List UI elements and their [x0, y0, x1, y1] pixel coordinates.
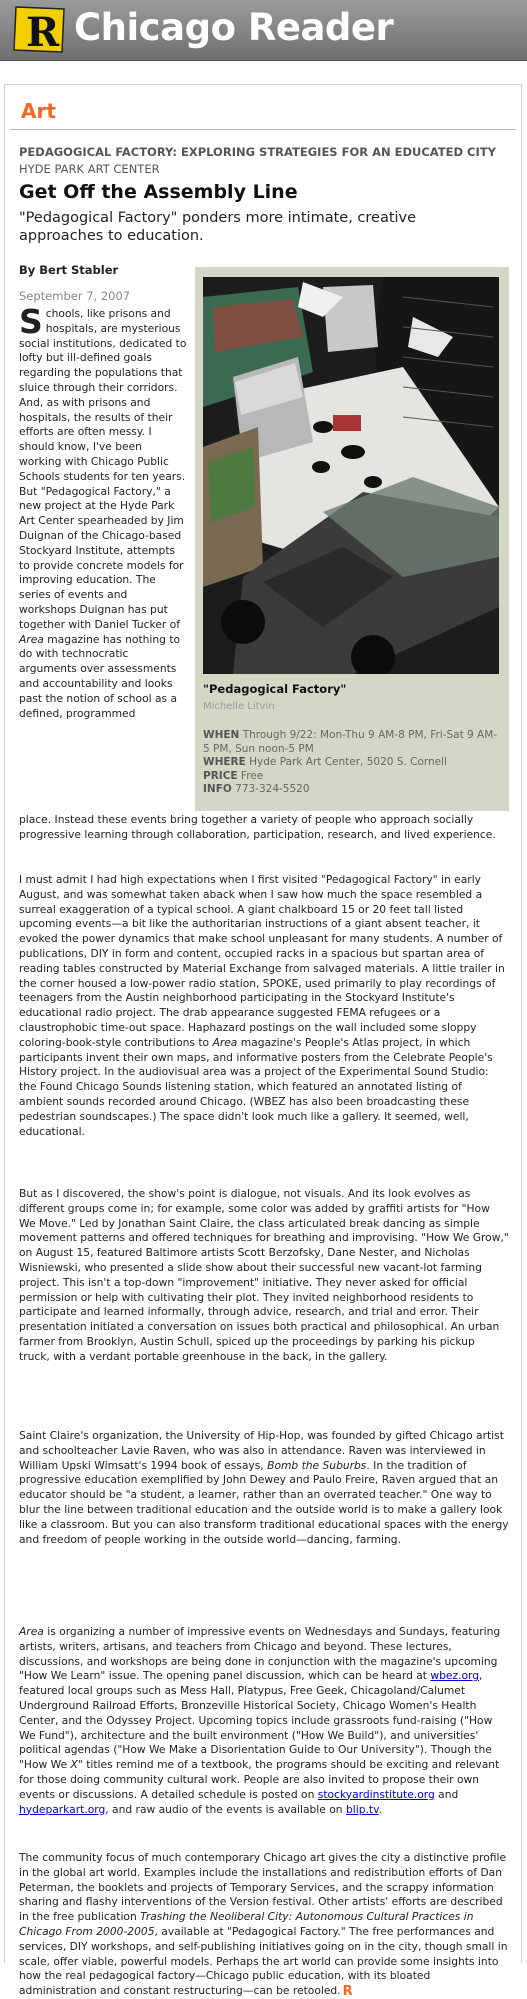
when-value: Through 9/22: Mon-Thu 9 AM-8 PM, Fri-Sat 9 AM-5 PM, Sun noon-5 PM: [203, 729, 498, 755]
event-sidebar: [195, 267, 509, 811]
article-page: [4, 84, 522, 1999]
section-label[interactable]: Art: [21, 99, 56, 123]
where-row: [203, 756, 501, 770]
photo-credit: Michelle Litvin: [203, 701, 275, 712]
drop-cap: S: [19, 302, 43, 341]
photo-caption: "Pedagogical Factory": [203, 682, 347, 696]
price-row: [203, 770, 501, 784]
venue-label: HYDE PARK ART CENTER: [19, 162, 160, 176]
paragraph-5-text-4: , and raw audio of the events is available on: [105, 1802, 346, 1816]
lead-text-tail: magazine has nothing to do with technocratic arguments over assessments and accountability and looks past the notion of school as a defined, programmed: [19, 632, 181, 720]
wbez-link[interactable]: wbez.org: [430, 1669, 480, 1683]
paragraph-5: [19, 1625, 509, 1817]
masthead: [0, 0, 527, 61]
magazine-name: Area: [212, 1035, 238, 1049]
logo-letter: R: [26, 9, 60, 56]
exhibit-photo: [203, 277, 499, 674]
paragraph-6-tail: , available at "Pedagogical Factory." The free performances and services, DIY workshops, and self-publishing initiatives going on in the city, though small in scale, offer viable, powerful models. Perhaps the art world can provide some insights into how the real pedagogical factory—Chicago public education, with its bloated administration and constant restructuring—can be retooled.: [19, 1924, 508, 1998]
when-row: [203, 729, 501, 756]
divider: [10, 129, 516, 130]
end-mark-icon: R: [342, 1984, 353, 1999]
price-value: Free: [240, 769, 264, 782]
paragraph-2: [19, 873, 509, 1139]
paragraph-2-text: I must admit I had high expectations when I first visited "Pedagogical Factory" in early August, and was somewhat taken aback when I saw how much the space resembled a surreal exaggeration of a typical school. A giant chalkboard 15 or 20 feet tall listed upcoming events—a bit like the authoritarian instructions of a giant absent teacher, it evoked the power dynamics that make school unpleasant for many students. A number of publications, DIY in form and content, occupied racks in a spacious but spartan area of reading tables constructed by Material Exchange from salvaged materials. A little trailer in the corner housed a low-power radio station, SPOKE, used primarily to play recordings of teenagers from the Austin neighborhood participating in the Stockyard Institute's educational radio project. The drab appearance suggested FEMA refugees or a claustrophobic time-out space. Haphazard postings on the wall included some sloppy coloring-book-style contributions to: [19, 873, 505, 1049]
byline: By Bert Stabler: [19, 263, 119, 277]
paragraph-2-tail: magazine's People's Atlas project, in which participants invent their own maps, and informative posters from the Celebrate People's History project. In the audiovisual area was a project of the Experimental Sound Studio: the Found Chicago Sounds listening station, which featured an annotated listing of ambient sounds recorded around Chicago. (WBEZ has also been broadcasting these pedestrian soundscapes.) The space didn't look much like a gallery. It seemed, well, educational.: [19, 1035, 493, 1138]
info-value: 773-324-5520: [235, 783, 310, 795]
info-row: [203, 783, 501, 797]
dek: "Pedagogical Factory" ponders more intimate, creative approaches to education.: [19, 210, 417, 244]
where-label: WHERE: [203, 756, 246, 768]
event-kicker: PEDAGOGICAL FACTORY: EXPLORING STRATEGIES FOR AN EDUCATED CITY: [19, 145, 496, 159]
paragraph-5-text-2: , featured local groups such as Mess Hall, Platypus, Free Geek, Chicagoland/Calumet Underground Railroad Efforts, Bronzeville Historical Society, Chicago Women's Health Center, and the Odyssey Project. Upcoming topics include grassroots fund-raising ("How We Fund"), architecture and the built environment ("How We Build"), and universities' political agendas ("How We Make a Disorientation Guide to Our University"). Though the "How We: [19, 1669, 493, 1772]
magazine-name: Area: [19, 632, 44, 646]
hydepark-link[interactable]: hydeparkart.org: [19, 1802, 106, 1816]
paragraph-6-text: The community focus of much contemporary Chicago art gives the city a distinctive profile in the global art world. Examples include the installations and redistribution efforts of Dan Peterman, the booklets and projects of Temporary Services, and the scrappy information sharing and flashy interventions of the Version festival. Other artists' efforts are described in the free publication: [19, 1851, 507, 1924]
paragraph-5-text: is organizing a number of impressive events on Wednesdays and Sundays, featuring artists, writers, artisans, and teachers from Chicago and beyond. These lectures, discussions, and workshops are being done in conjunction with the magazine's upcoming "How We Learn" issue. The opening panel discussion, which can be heard at: [19, 1625, 501, 1683]
paragraph-5-end: .: [378, 1802, 382, 1816]
stockyard-link[interactable]: stockyardinstitute.org: [317, 1787, 435, 1801]
paragraph-4-tail: . In the tradition of progressive education exemplified by John Dewey and Paulo Freire, Raven argued that an educator should be "a student, a learner, rather than an overrated teacher." One way to blur the line between traditional education and the outside world is to make a gallery look like a classroom. But you can also transform traditional educational spaces with the energy and freedom of people working in the outside world—dancing, farming.: [19, 1458, 509, 1546]
publication-title: Trashing the Neoliberal City: Autonomous Cultural Practices in Chicago From 2000-2005: [19, 1910, 474, 1938]
paragraph-4-text: Saint Claire's organization, the University of Hip-Hop, was founded by gifted Chicago artist and schoolteacher Lavie Raven, who was also in attendance. Raven was interviewed in William Upski Wimsatt's 1994 book of essays,: [19, 1429, 504, 1472]
headline: Get Off the Assembly Line: [19, 181, 298, 203]
blip-link[interactable]: blip.tv: [345, 1802, 379, 1816]
lead-continued: place. Instead these events bring together a variety of people who approach socially progressive learning through collaboration, participation, research, and lived experience.: [19, 813, 496, 841]
publish-date: September 7, 2007: [19, 289, 131, 303]
event-info: [203, 729, 501, 797]
paragraph-4: [19, 1429, 509, 1547]
where-value: Hyde Park Art Center, 5020 S. Cornell: [249, 756, 447, 768]
conjunction: and: [434, 1787, 459, 1801]
lead-paragraph: [19, 302, 187, 721]
brand-name[interactable]: Chicago Reader: [74, 6, 394, 49]
paragraph-6: [19, 1851, 509, 1999]
paragraph-5-text-3: " titles remind me of a textbook, the programs should be exciting and relevant for those doing community cultural work. People are also invited to propose their own events or discussions. A detailed schedule is posted on: [19, 1758, 500, 1801]
x-variable: X: [70, 1758, 78, 1772]
magazine-name: Area: [19, 1625, 44, 1638]
book-title: Bomb the Suburbs: [267, 1458, 367, 1472]
price-label: PRICE: [203, 769, 238, 782]
info-label: INFO: [203, 783, 232, 795]
paragraph-3: But as I discovered, the show's point is dialogue, not visuals. And its look evolves as different groups come in; for example, some color was added by graffiti artists for "How We Move." Led by Jonathan Saint Claire, the class articulated break dancing as simple movement patterns and offered techniques for breathing and improvising. "How We Grow," on August 15, featured Baltimore artists Scott Berzofsky, Dane Nester, and Nicholas Wisniewski, who presented a slide show about their successful new vacant-lot farming project. This isn't a top-down "improvement" initiative. They never asked for official permission or help with cultivating their plot. They invited neighborhood residents to participate and learned informally, through advice, research, and trial and error. Their presentation initiated a conversation on issues both practical and philosophical. An urban farmer from Brooklyn, Austin Schull, spiced up the proceedings by parking his pickup truck, with a verdant portable greenhouse in the back, in the gallery.: [19, 1187, 509, 1363]
when-label: WHEN: [203, 729, 240, 741]
reader-logo[interactable]: [10, 4, 70, 56]
lead-text: chools, like prisons and hospitals, are mysterious social institutions, dedicated to lofty but ill-defined goals regarding the populations that sluice through their corridors. And, as with prisons and hospitals, the results of their efforts are often messy. I should know, I've been working with Chicago Public Schools students for ten years. But "Pedagogical Factory," a new project at the Hyde Park Art Center spearheaded by Jim Duignan of the Chicago-based Stockyard Institute, attempts to provide concrete models for improving education. The series of events and workshops Duignan has put together with Daniel Tucker of: [19, 307, 187, 631]
